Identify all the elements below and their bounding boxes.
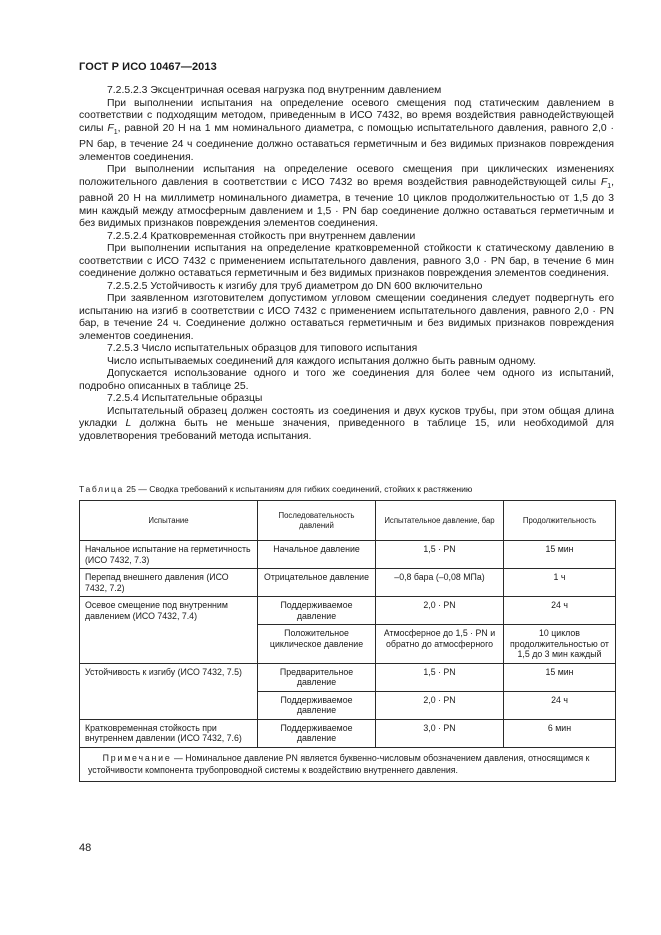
cell-duration: 24 ч [504,597,616,625]
cell-sequence: Начальное давление [258,541,376,569]
cell-duration: 6 мин [504,719,616,747]
note-label: Примечание [102,752,172,763]
table-row [80,663,616,691]
cell-pressure: 1,5 · PN [376,663,504,691]
clause-heading: 7.2.5.2.4 Кратковременная стойкость при внутреннем давлении [107,230,416,242]
clause-heading: 7.2.5.2.3 Эксцентричная осевая нагрузка под внутренним давлением [107,85,442,96]
table-row [80,569,616,597]
cell-test: Устойчивость к изгибу (ИСО 7432, 7.5) [80,663,258,719]
table-row [80,597,616,625]
paragraph: Испытательный образец должен состоять из соединения и двух кусков трубы, при этом общая длина укладки L должна быть не меньше значения, приведенного в таблице 15, или необходимой для удовлетворения требований метода испытания. [79,405,615,442]
cell-sequence: Поддерживаемое давление [258,691,376,719]
paragraph: При выполнении испытания на определение осевого смещения при циклических изменениях положительного давления в соответствии с ИСО 7432 во время воздействия равнодействующей силы $F_1$, равной 20 Н на миллиметр номинального диаметра, в течение 10 циклов продолжительностью от 1,5 до 3 мин каждый между атмосферным давлением и 1,5 · PN бар соединение должно оставаться герметичным и без видимых признаков повреждения элементов соединения. [79,164,614,230]
cell-sequence: Отрицательное давление [258,569,376,597]
table-note [80,747,616,781]
cell-duration: 1 ч [504,569,616,597]
header-sequence: Последовательность давлений [258,501,376,541]
cell-sequence: Поддерживаемое давление [258,719,376,747]
header-pressure: Испытательное давление, бар [376,501,504,541]
clause-heading: 7.2.5.4 Испытательные образцы [107,393,263,405]
cell-sequence: Положительное циклическое давление [258,625,376,664]
cell-duration: 15 мин [504,663,616,691]
table-note-row [80,747,616,781]
cell-test: Перепад внешнего давления (ИСО 7432, 7.2) [80,569,258,597]
cell-duration: 24 ч [504,691,616,719]
cell-pressure: 2,0 · PN [376,597,504,625]
cell-sequence: Предварительное давление [258,663,376,691]
header-test: Испытание [80,501,258,541]
cell-sequence: Поддерживаемое давление [258,597,376,625]
cell-pressure: 3,0 · PN [376,719,504,747]
table-caption [79,484,619,494]
cell-pressure: 2,0 · PN [376,691,504,719]
paragraph: При выполнении испытания на определение кратковременной стойкости к статическому давлению в соответствии с ИСО 7432 с применением испытательного давления, равного 3,0 · PN бар, в течение 6 мин соединение должно оставаться герметичным и без видимых признаков повреждения элементов соединения. [79,243,614,280]
paragraph: Допускается использование одного и того же соединения для более чем одного из испытаний, подробно описанных в таблице 25. [79,368,614,392]
cell-duration: 10 циклов продолжительностью от 1,5 до 3 мин каждый [504,625,616,664]
table-row [80,541,616,569]
table-caption-label: Таблица [79,484,124,494]
table-row [80,719,616,747]
paragraph: Число испытываемых соединений для каждого испытания должно быть равным одному. [107,355,537,367]
page-number: 48 [79,842,92,854]
cell-pressure: 1,5 · PN [376,541,504,569]
cell-test: Кратковременная стойкость при внутреннем давлении (ИСО 7432, 7.6) [80,719,258,747]
paragraph: При заявленном изготовителем допустимом угловом смещении соединения следует подвергнуть его испытанию на изгиб в соответствии с ИСО 7432 с применением испытательного давления, равного 2,0 · PN бар, в течение 24 ч. Соединение должно оставаться герметичным и без видимых признаков повреждения элементов соединения. [79,293,614,342]
document-header: ГОСТ Р ИСО 10467—2013 [79,61,217,73]
body-text [79,85,614,443]
clause-heading: 7.2.5.2.5 Устойчивость к изгибу для труб диаметром до DN 600 включительно [107,280,483,292]
note-text: — Номинальное давление PN является буквенно-числовым обозначением давления, относящимся к устойчивости компонента трубопроводной системы к воздействию внутреннего давления. [88,752,590,775]
cell-pressure: Атмосферное до 1,5 · PN и обратно до атмосферного [376,625,504,664]
table-caption-text: 25 — Сводка требований к испытаниям для гибких соединений, стойких к растяжению [126,484,473,494]
requirements-table [79,500,616,782]
paragraph: При выполнении испытания на определение осевого смещения под статическим давлением в соответствии с подходящим методом, приведенным в ИСО 7432, во время воздействия равнодействующей силы $F_1$, равной 20 Н на 1 мм номинального диаметра, с помощью испытательного давления, равного 2,0 · PN бар, в течение 24 ч соединение должно оставаться герметичным и без видимых признаков повреждения элементов соединения. [79,97,614,163]
cell-test: Осевое смещение под внутренним давлением (ИСО 7432, 7.4) [80,597,258,664]
table-header-row [80,501,616,541]
cell-pressure: –0,8 бара (–0,08 МПа) [376,569,504,597]
cell-test: Начальное испытание на герметичность (ИСО 7432, 7.3) [80,541,258,569]
clause-heading: 7.2.5.3 Число испытательных образцов для типового испытания [107,343,418,355]
cell-duration: 15 мин [504,541,616,569]
header-duration: Продолжительность [504,501,616,541]
